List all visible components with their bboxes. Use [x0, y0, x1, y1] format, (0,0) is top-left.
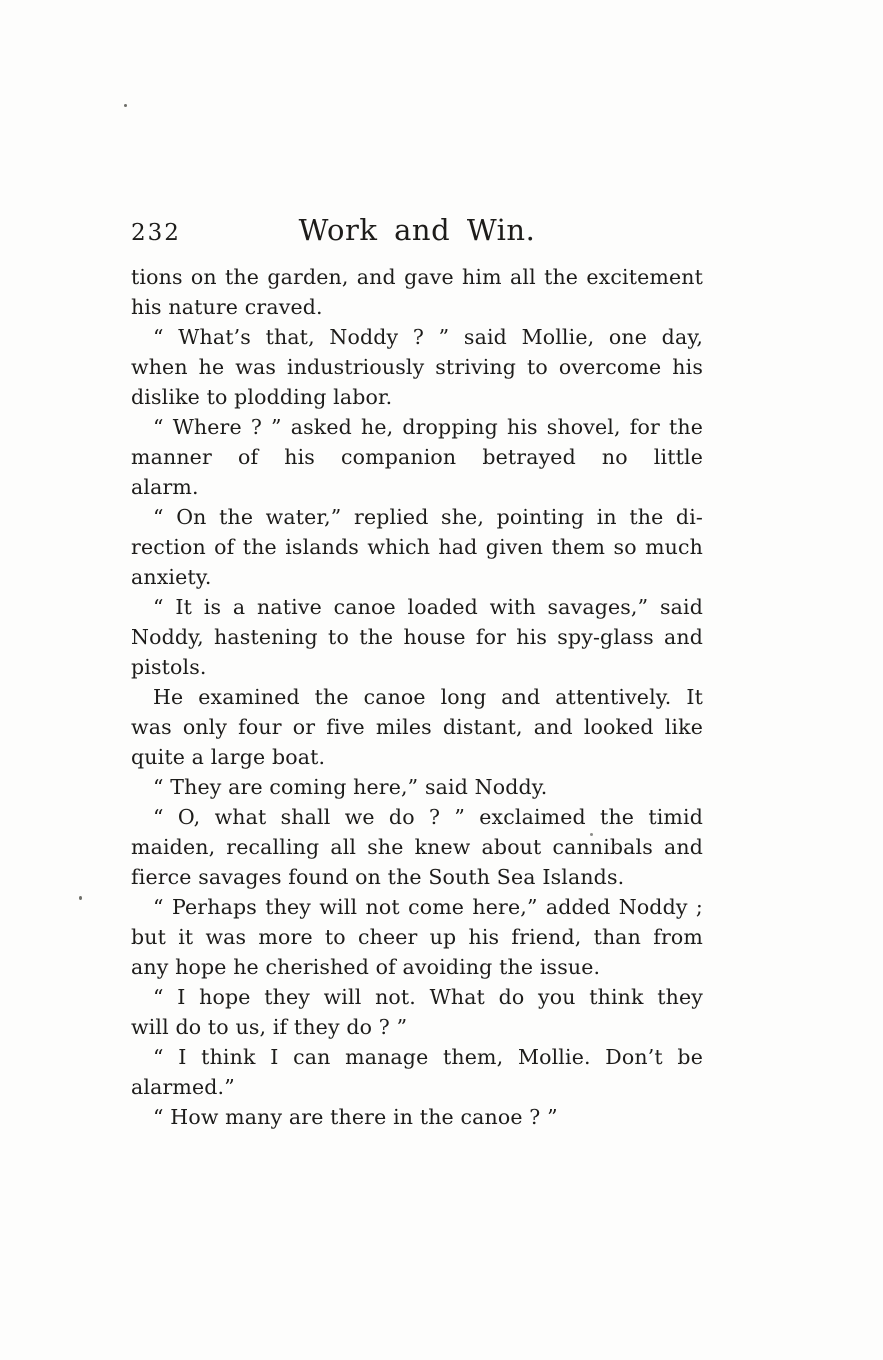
text-line: “ It is a native canoe loaded with savages,” said: [153, 595, 703, 619]
text-line: was only four or five miles distant, and looked like: [131, 715, 703, 739]
paragraph: [131, 892, 703, 982]
text-line: “ I hope they will not. What do you think they: [153, 985, 703, 1009]
text-line: “ Where ? ” asked he, dropping his shovel, for the: [153, 415, 703, 439]
text-line: will do to us, if they do ? ”: [131, 1015, 408, 1039]
text-line: “ Perhaps they will not come here,” added Noddy ;: [153, 895, 703, 919]
text-line: alarm.: [131, 475, 199, 499]
text-line: maiden, recalling all she knew about cannibals and: [131, 835, 703, 859]
paragraph: [131, 1042, 703, 1102]
text-line: “ They are coming here,” said Noddy.: [153, 775, 548, 799]
paragraph: [131, 322, 703, 412]
paragraph: [131, 502, 703, 592]
text-line: any hope he cherished of avoiding the issue.: [131, 955, 601, 979]
text-line: anxiety.: [131, 565, 212, 589]
text-line: but it was more to cheer up his friend, than from: [131, 925, 703, 949]
text-line: “ On the water,” replied she, pointing in the di-: [153, 505, 703, 529]
paragraph: [131, 262, 703, 322]
paragraph: [131, 1102, 703, 1132]
running-title: Work and Win.: [298, 213, 536, 247]
paragraph: [131, 682, 703, 772]
text-line: pistols.: [131, 655, 207, 679]
text-line: his nature craved.: [131, 295, 323, 319]
text-line: dislike to plodding labor.: [131, 385, 393, 409]
paragraph: [131, 772, 703, 802]
text-line: manner of his companion betrayed no little: [131, 445, 703, 469]
paragraph: [131, 412, 703, 502]
text-line: “ O, what shall we do ? ” exclaimed the timid: [153, 805, 703, 829]
scan-speck: [124, 104, 127, 107]
text-line: alarmed.”: [131, 1075, 235, 1099]
text-line: tions on the garden, and gave him all the excitement: [131, 265, 703, 289]
paragraph: [131, 802, 703, 892]
text-line: “ How many are there in the canoe ? ”: [153, 1105, 558, 1129]
page-number: 232: [131, 220, 181, 246]
text-line: when he was industriously striving to overcome his: [131, 355, 703, 379]
page-body: [131, 262, 703, 1132]
text-line: “ I think I can manage them, Mollie. Don’t be: [153, 1045, 703, 1069]
text-line: fierce savages found on the South Sea Islands.: [131, 865, 625, 889]
paragraph: [131, 592, 703, 682]
text-line: Noddy, hastening to the house for his spy-glass and: [131, 625, 703, 649]
text-line: quite a large boat.: [131, 745, 326, 769]
text-line: He examined the canoe long and attentively. It: [153, 685, 703, 709]
page-header: [131, 213, 703, 253]
paragraph: [131, 982, 703, 1042]
scan-speck: [79, 896, 82, 900]
text-line: “ What’s that, Noddy ? ” said Mollie, one day,: [153, 325, 703, 349]
text-line: rection of the islands which had given them so much: [131, 535, 703, 559]
